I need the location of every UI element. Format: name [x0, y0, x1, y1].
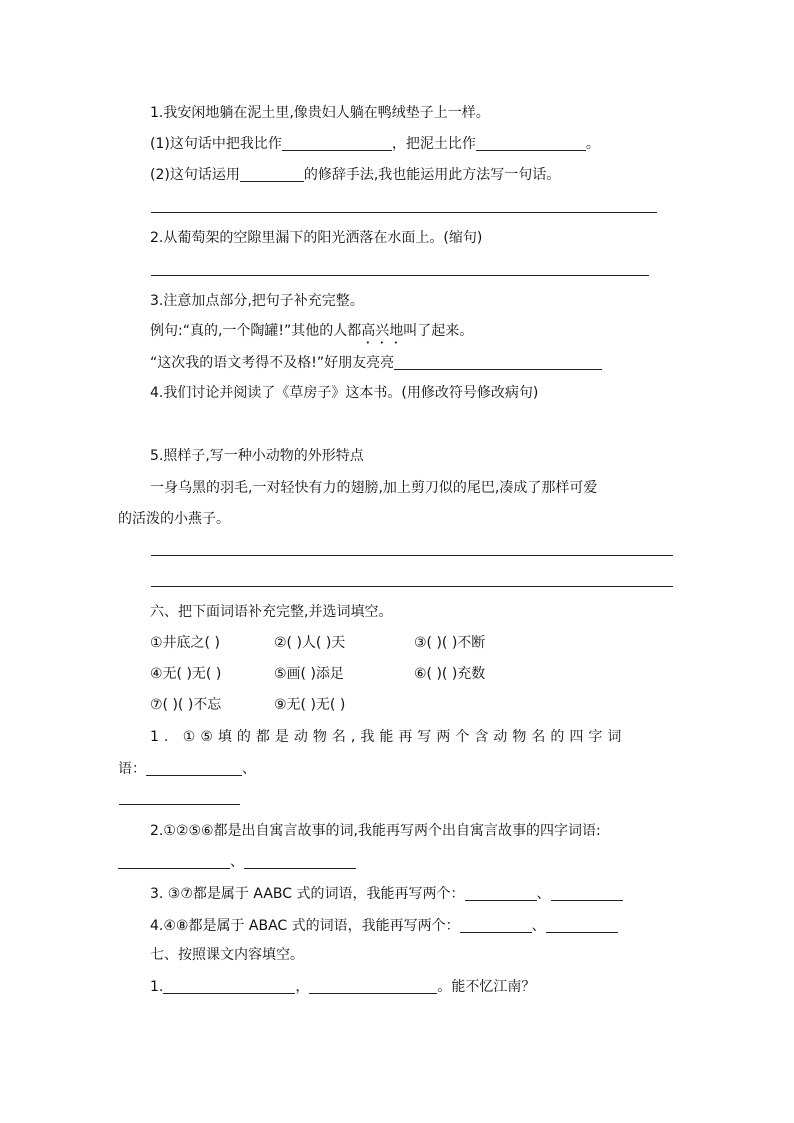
s7-item1-blank-1[interactable]	[163, 979, 295, 994]
s6-item2-sep: 、	[230, 854, 244, 870]
q5-stem: 5.照样子,写一种小动物的外形特点	[150, 448, 364, 464]
s6-idiom-7[interactable]: ⑦( )( )不忘	[150, 697, 222, 713]
q2-answer-line[interactable]	[151, 275, 649, 276]
s6-item3-blank-2[interactable]	[551, 886, 623, 901]
s6-item3-sep: 、	[536, 886, 551, 902]
s6-item4-text: 4.④⑧都是属于 ABAC 式的词语，我能再写两个：	[150, 918, 460, 934]
q1-stem: 1.我安闲地躺在泥土里,像贵妇人躺在鸭绒垫子上一样。	[150, 105, 490, 121]
q1-sub2-text-a: (2)这句话运用	[150, 167, 240, 183]
q3-stem: 3.注意加点部分,把句子补充完整。	[150, 293, 364, 309]
s6-item4-sep: 、	[531, 918, 546, 934]
q1-blank-rhetoric[interactable]	[240, 167, 304, 182]
q1-sub1	[150, 135, 600, 153]
q1-sub1-text-c: 。	[585, 136, 600, 152]
s6-item1-sep: 、	[242, 761, 256, 777]
q5-answer-line-2[interactable]	[151, 586, 673, 587]
s6-item4-blank-2[interactable]	[546, 918, 618, 933]
s6-item1-text: 1. ①⑤填的都是动物名,我能再写两个含动物名的四字词	[150, 729, 627, 745]
q1-blank-me[interactable]	[282, 136, 392, 151]
q3-task-text: “这次我的语文考得不及格!”好朋友亮亮	[150, 355, 395, 371]
s6-idiom-9[interactable]: ⑨无( )无( )	[274, 697, 346, 713]
q3-blank[interactable]	[394, 355, 602, 370]
s7-item1-sep: ，	[295, 979, 310, 995]
q3-example-text-a: 例句:“真的,一个陶罐!”其他的人都	[150, 323, 362, 339]
q1-sub2-text-b: 的修辞手法,我也能运用此方法写一句话。	[303, 167, 561, 183]
s6-item2-text: 2.①②⑤⑥都是出自寓言故事的词,我能再写两个出自寓言故事的四字词语:	[150, 823, 601, 839]
s6-item2-blank-2[interactable]	[244, 854, 356, 869]
section6-title: 六、把下面词语补充完整,并选词填空。	[150, 604, 393, 620]
s6-idiom-6[interactable]: ⑥( )( )充数	[414, 666, 486, 682]
s6-idiom-2[interactable]: ②( )人( )天	[274, 635, 346, 651]
section7-title: 七、按照课文内容填空。	[150, 947, 304, 963]
s6-item2-blank-1[interactable]	[118, 854, 230, 869]
s6-item1-blank-1[interactable]	[146, 761, 242, 776]
s7-item1-blank-2[interactable]	[309, 979, 437, 994]
s6-item1-line2	[118, 760, 256, 778]
s6-item3	[150, 885, 623, 903]
s6-idiom-1[interactable]: ①井底之( )	[150, 635, 220, 651]
q3-task	[150, 354, 602, 372]
s6-item3-blank-1[interactable]	[465, 886, 537, 901]
s6-item4-blank-1[interactable]	[460, 918, 532, 933]
s7-item1	[150, 978, 535, 996]
q1-sub1-text-b: ，把泥土比作	[391, 136, 476, 152]
s6-item2-line2	[118, 853, 356, 871]
s7-item1-num: 1.	[150, 979, 164, 995]
s6-idiom-3[interactable]: ③( )( )不断	[414, 635, 486, 651]
q5-passage-line2: 的活泼的小燕子。	[118, 511, 230, 527]
q4-stem: 4.我们讨论并阅读了《草房子》这本书。(用修改符号修改病句)	[150, 385, 539, 401]
q1-sub2	[150, 166, 560, 184]
q5-passage-line1: 一身乌黑的羽毛,一对轻快有力的翅膀,加上剪刀似的尾巴,凑成了那样可爱	[150, 480, 598, 496]
s6-item4	[150, 917, 618, 935]
q1-answer-line[interactable]	[151, 212, 657, 213]
q3-example-dotted: 高兴地	[361, 323, 404, 339]
s6-idiom-4[interactable]: ④无( )无( )	[150, 666, 222, 682]
q5-answer-line-1[interactable]	[151, 555, 673, 556]
q3-example	[150, 322, 473, 340]
s6-item3-text: 3. ③⑦都是属于 AABC 式的词语，我能再写两个：	[150, 886, 465, 902]
s6-idiom-5[interactable]: ⑤画( )添足	[274, 666, 344, 682]
s7-item1-tail: 。能不忆江南？	[437, 979, 536, 995]
q2-stem: 2.从葡萄架的空隙里漏下的阳光洒落在水面上。(缩句)	[150, 230, 483, 246]
q1-blank-soil[interactable]	[476, 136, 586, 151]
q3-example-text-b: 叫了起来。	[403, 323, 474, 339]
q1-sub1-text-a: (1)这句话中把我比作	[150, 136, 282, 152]
s6-item1-blank-2[interactable]	[119, 804, 240, 805]
s6-item1-label: 语：	[118, 761, 146, 777]
